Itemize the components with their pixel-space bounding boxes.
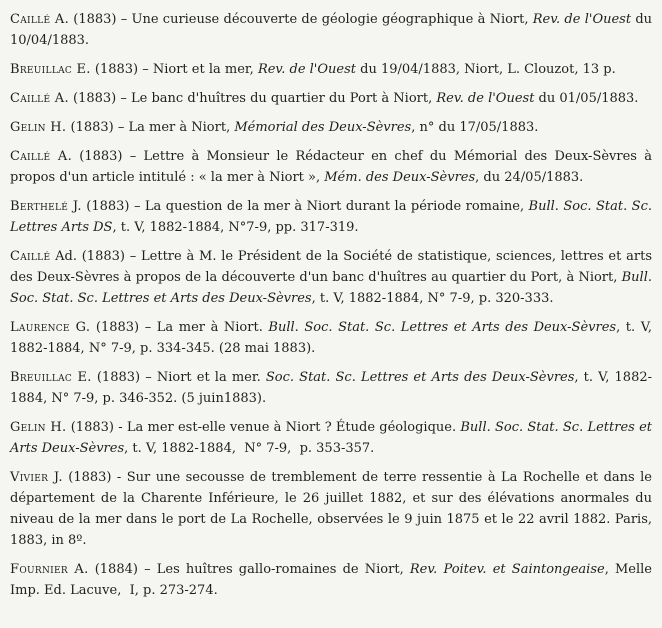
reference-text: (1883) – La mer à Niort, bbox=[66, 120, 235, 135]
reference-entry bbox=[10, 196, 657, 238]
author-name: Caillé A. bbox=[10, 149, 73, 164]
journal-title: Bull. Soc. Stat. Sc. Lettres Arts DS bbox=[10, 199, 657, 235]
reference-text: , t. V, 1882-1884, N° 7-9, p. 320-333. bbox=[311, 291, 554, 306]
reference-entry bbox=[10, 88, 652, 109]
reference-entry bbox=[10, 9, 657, 51]
reference-entry bbox=[10, 117, 652, 138]
reference-text: Ad. (1883) – Lettre à M. le Président de la Société de statistique, sciences, lettres et arts des Deux-Sèvres à propos de la découverte d'un banc d'huîtres au quartier du Port, à Niort, bbox=[10, 249, 657, 285]
author-name: Breuillac E. bbox=[10, 62, 91, 77]
author-name: Caillé A. bbox=[10, 91, 69, 106]
author-name: Caillé bbox=[10, 249, 51, 264]
reference-entry bbox=[10, 559, 657, 601]
reference-text: (1883) – La question de la mer à Niort durant la période romaine, bbox=[81, 199, 529, 214]
author-name: Fournier A. bbox=[10, 562, 89, 577]
author-name: Berthelé J. bbox=[10, 199, 82, 214]
reference-text: , t. V, 1882-1884, N° 7-9, p. 346-352. (5 juin1883). bbox=[10, 370, 653, 406]
reference-text: (1883) – La mer à Niort. bbox=[90, 320, 269, 335]
reference-text: (1883) – Le banc d'huîtres du quartier du Port à Niort, bbox=[68, 91, 437, 106]
reference-list bbox=[10, 9, 657, 601]
reference-text: (1883) - La mer est-elle venue à Niort ? Étude géologique. bbox=[66, 420, 461, 435]
reference-entry bbox=[10, 417, 657, 459]
reference-text: (1883) – Lettre à Monsieur le Rédacteur en chef du Mémorial des Deux-Sèvres à propos d'un article intitulé : « la mer à Niort », bbox=[10, 149, 657, 185]
reference-entry bbox=[10, 246, 657, 309]
reference-text: (1883) – Une curieuse découverte de géologie géographique à Niort, bbox=[69, 12, 533, 27]
reference-text: , t. V, 1882-1884, N° 7-9, p. 334-345. (28 mai 1883). bbox=[10, 320, 657, 356]
reference-text: , t. V, 1882-1884, N° 7-9, p. 353-357. bbox=[124, 441, 375, 456]
journal-title: Soc. Stat. Sc. Lettres et Arts des Deux-Sèvres bbox=[265, 370, 575, 385]
author-name: Gelin H. bbox=[10, 120, 67, 135]
reference-entry bbox=[10, 59, 652, 80]
reference-entry bbox=[10, 146, 657, 188]
journal-title: Mém. des Deux-Sèvres bbox=[324, 170, 476, 185]
journal-title: Rev. de l'Ouest bbox=[436, 91, 535, 106]
journal-title: Rev. de l'Ouest bbox=[257, 62, 356, 77]
reference-text: (1883) – Niort et la mer. bbox=[91, 370, 266, 385]
journal-title: Bull. Soc. Stat. Sc. Lettres et Arts Deux-Sèvres bbox=[10, 420, 657, 456]
reference-entry bbox=[10, 317, 657, 359]
journal-title: Rev. de l'Ouest bbox=[532, 12, 632, 27]
reference-entry bbox=[10, 467, 657, 551]
reference-text: du 10/04/1883. bbox=[10, 12, 657, 48]
reference-text: , n° du 17/05/1883. bbox=[411, 120, 539, 135]
author-name: Gelin H. bbox=[10, 420, 67, 435]
journal-title: Bull. Soc. Stat. Sc. Lettres et Arts des Deux-Sèvres bbox=[268, 320, 617, 335]
reference-text: du 01/05/1883. bbox=[534, 91, 639, 106]
author-name: Laurence G. bbox=[10, 320, 91, 335]
author-name: Caillé A. bbox=[10, 12, 70, 27]
reference-text: (1883) – Niort et la mer, bbox=[90, 62, 258, 77]
journal-title: Mémorial des Deux-Sèvres bbox=[234, 120, 412, 135]
journal-title: Rev. Poitev. et Saintongeaise bbox=[409, 562, 605, 577]
author-name: Breuillac E. bbox=[10, 370, 92, 385]
reference-entry bbox=[10, 367, 652, 409]
reference-text: , Melle Imp. Ed. Lacuve, I, p. 273-274. bbox=[10, 562, 657, 598]
reference-text: (1883) - Sur une secousse de tremblement de terre ressentie à La Rochelle et dans le département de la Charente Inférieure, le 26 juillet 1882, et sur des élévations anormales du niveau de la mer dans le port de La Rochelle, observées le 9 juin 1875 et le 22 avril 1882. Paris, 1883, in 8º. bbox=[10, 470, 657, 548]
reference-text: , t. V, 1882-1884, N°7-9, pp. 317-319. bbox=[112, 220, 359, 235]
author-name: Vivier J. bbox=[10, 470, 63, 485]
reference-text: (1884) – Les huîtres gallo-romaines de Niort, bbox=[88, 562, 410, 577]
reference-text: du 19/04/1883, Niort, L. Clouzot, 13 p. bbox=[356, 62, 616, 77]
journal-title: Bull. Soc. Stat. Sc. Lettres et Arts des Deux-Sèvres bbox=[10, 270, 657, 306]
reference-text: , du 24/05/1883. bbox=[475, 170, 584, 185]
